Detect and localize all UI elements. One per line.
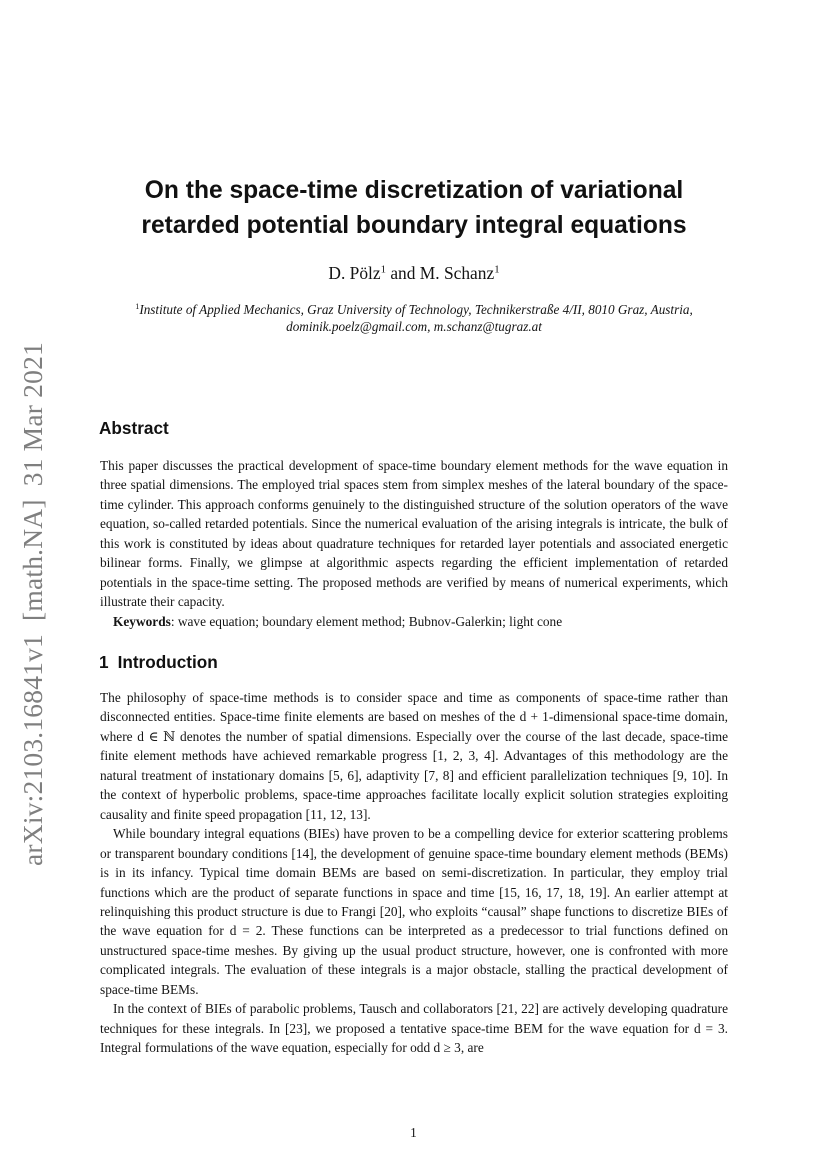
paragraph: In the context of BIEs of parabolic problems, Tausch and collaborators [21, 22] are actively developing quadrature techniques for these integrals. In [23], we proposed a tentative space-time BEM for the wave equation for d = 3. Integral formulations of the wave equation, especially for odd d ≥ 3, are [100,1001,728,1056]
abstract-text: This paper discusses the practical development of space-time boundary element methods for the wave equation in three spatial dimensions. The employed trial spaces stem from simplex meshes of the lateral boundary of the space-time cylinder. This approach conforms genuinely to the distinguished structure of the solution operators of the wave equation, so-called retarded potentials. Since the numerical evaluation of the arising integrals is intricate, the bulk of this work is constituted by ideas about quadrature techniques for retarded layer potentials and associated energetic bilinear forms. Finally, we glimpse at algorithmic aspects regarding the efficient implementation of retarded potentials in the space-time setting. The proposed methods are verified by means of numerical experiments, which illustrate their capacity. [100,458,728,610]
arxiv-date: 31 Mar 2021 [17,342,48,487]
affiliation-mark: 1 [135,301,140,311]
abstract-heading: Abstract [99,418,169,438]
keywords-line [100,612,728,631]
title-line-2: retarded potential boundary integral equations [141,212,687,239]
author-list [60,262,768,284]
affiliation-institute: Institute of Applied Mechanics, Graz University of Technology, Technikerstraße 4/II, 8010 Graz, Austria, [139,302,693,317]
section-number: 1 [99,652,109,672]
page-number: 1 [410,1125,417,1140]
section-heading-introduction [99,651,218,673]
affiliation-mark: 1 [380,263,386,276]
affiliation [60,301,768,335]
section-title: Introduction [117,652,218,672]
paragraph: The philosophy of space-time methods is to consider space and time as components of space-time rather than disconnected entities. Space-time finite elements are based on meshes of the d + 1-dimensional space-time domain, where d ∈ ℕ denotes the number of spatial dimensions. Especially over the course of the last decade, space-time finite element methods have achieved remarkable progress [1, 2, 3, 4]. Advantages of this methodology are the natural treatment of instationary domains [5, 6], adaptivity [7, 8] and efficient parallelization techniques [9, 10]. In the context of hyperbolic problems, space-time approaches facilitate locally explicit solution strategies exploiting causality and finite speed propagation [11, 12, 13]. [100,690,728,822]
author-name: M. Schanz [419,263,495,283]
keywords-list: : wave equation; boundary element method; Bubnov-Galerkin; light cone [170,613,563,629]
affiliation-emails[interactable]: dominik.poelz@gmail.com, m.schanz@tugraz.at [286,319,542,334]
arxiv-id: arXiv:2103.16841v1 [17,633,48,866]
author-name: D. Pölz [328,263,381,283]
affiliation-mark: 1 [494,263,500,276]
author-separator: and [385,263,420,283]
paragraph: While boundary integral equations (BIEs) have proven to be a compelling device for exterior scattering problems or transparent boundary conditions [14], the development of genuine space-time boundary element methods (BEMs) is in its infancy. Typical time domain BEMs are based on semi-discretization. In particular, they employ trial functions which are the product of separate functions in space and time [15, 16, 17, 18, 19]. An earlier attempt at relinquishing this product structure is due to Frangi [20], who exploits “causal” shape functions to discretize BIEs of the wave equation for d = 2. These functions can be interpreted as a predecessor to trial functions defined on unstructured space-time meshes. By giving up the usual product structure, however, one is confronted with more complicated integrals. The evaluation of these integrals is a major obstacle, stalling the practical development of space-time BEMs. [100,826,728,997]
arxiv-identifier-stamp [17,342,49,866]
arxiv-category: [math.NA] [17,499,48,621]
abstract-body [100,456,728,631]
title-line-1: On the space-time discretization of variational [144,177,684,204]
introduction-body [100,688,728,1058]
paper-title [60,173,768,243]
keywords-label: Keywords [113,613,171,629]
